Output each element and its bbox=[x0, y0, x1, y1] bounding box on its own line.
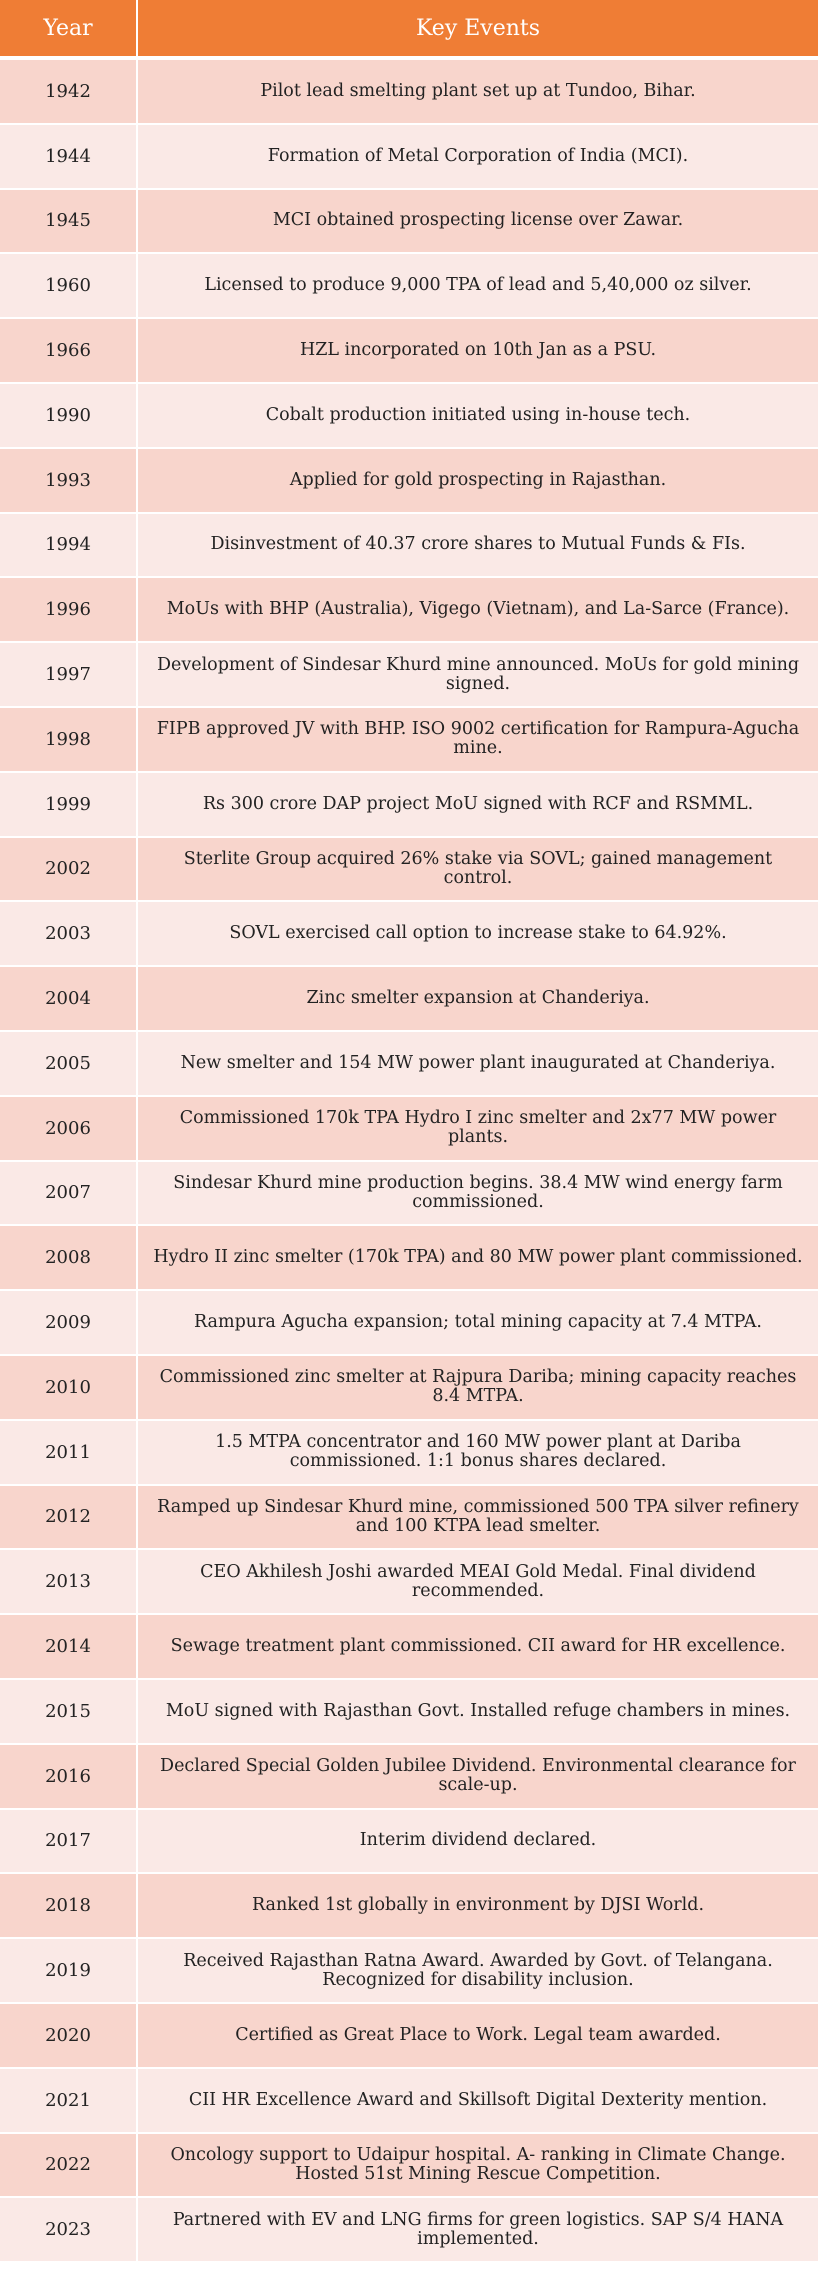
event-cell: Rampura Agucha expansion; total mining capacity at 7.4 MTPA. bbox=[193, 1312, 762, 1333]
table-row bbox=[0, 1356, 818, 1421]
event-cell: MoU signed with Rajasthan Govt. Installed refuge chambers in mines. bbox=[165, 1700, 791, 1721]
year-cell: 2013 bbox=[0, 1550, 138, 1613]
year-cell: 1942 bbox=[0, 60, 138, 123]
table-row bbox=[0, 643, 818, 708]
year-cell: 2022 bbox=[0, 2134, 138, 2197]
table-row bbox=[0, 2198, 818, 2263]
year-cell: 2005 bbox=[0, 1032, 138, 1095]
table-row bbox=[0, 1032, 818, 1097]
event-cell: CII HR Excellence Award and Skillsoft Digital Dexterity mention. bbox=[188, 2089, 768, 2110]
event-cell: Ramped up Sindesar Khurd mine, commissioned 500 TPA silver refinery and 100 KTPA lead smelter. bbox=[157, 1496, 799, 1536]
year-cell: 2007 bbox=[0, 1162, 138, 1225]
table-row bbox=[0, 1615, 818, 1680]
year-cell: 1996 bbox=[0, 578, 138, 641]
table-row bbox=[0, 578, 818, 643]
year-cell: 2018 bbox=[0, 1874, 138, 1937]
table-row bbox=[0, 449, 818, 514]
table-row bbox=[0, 1226, 818, 1291]
event-cell: Zinc smelter expansion at Chanderiya. bbox=[306, 988, 650, 1009]
table-row bbox=[0, 254, 818, 319]
year-cell: 2011 bbox=[0, 1421, 138, 1484]
year-cell: 2009 bbox=[0, 1291, 138, 1354]
event-cell: Formation of Metal Corporation of India (MCI). bbox=[267, 145, 689, 166]
event-cell: Disinvestment of 40.37 crore shares to Mutual Funds & FIs. bbox=[210, 534, 746, 555]
table-row bbox=[0, 902, 818, 967]
year-cell: 1945 bbox=[0, 190, 138, 253]
table-row bbox=[0, 2134, 818, 2199]
year-cell: 2015 bbox=[0, 1680, 138, 1743]
event-cell: Ranked 1st globally in environment by DJSI World. bbox=[251, 1895, 705, 1916]
table-row bbox=[0, 190, 818, 255]
events-column-header: Key Events bbox=[415, 15, 541, 41]
event-cell: MoUs with BHP (Australia), Vigego (Vietnam), and La-Sarce (France). bbox=[166, 599, 790, 620]
year-cell: 2017 bbox=[0, 1810, 138, 1873]
year-cell: 1999 bbox=[0, 773, 138, 836]
year-cell: 2019 bbox=[0, 1939, 138, 2002]
event-cell: New smelter and 154 MW power plant inaugurated at Chanderiya. bbox=[180, 1052, 776, 1073]
year-cell: 1944 bbox=[0, 125, 138, 188]
event-cell: Hydro II zinc smelter (170k TPA) and 80 MW power plant commissioned. bbox=[153, 1247, 803, 1268]
year-cell: 2003 bbox=[0, 902, 138, 965]
event-cell: Commissioned 170k TPA Hydro I zinc smelter and 2x77 MW power plants. bbox=[179, 1108, 777, 1148]
table-row bbox=[0, 1486, 818, 1551]
table-row bbox=[0, 2004, 818, 2069]
table-row bbox=[0, 1745, 818, 1810]
year-cell: 2008 bbox=[0, 1226, 138, 1289]
event-cell: Applied for gold prospecting in Rajasthan. bbox=[289, 469, 667, 490]
year-cell: 1966 bbox=[0, 319, 138, 382]
event-cell: Received Rajasthan Ratna Award. Awarded by Govt. of Telangana. Recognized for disability inclusion. bbox=[183, 1950, 773, 1990]
event-cell: Pilot lead smelting plant set up at Tundoo, Bihar. bbox=[260, 80, 696, 101]
event-cell: Development of Sindesar Khurd mine announced. MoUs for gold mining signed. bbox=[156, 654, 800, 694]
table-row bbox=[0, 2069, 818, 2134]
event-cell: Interim dividend declared. bbox=[359, 1830, 597, 1851]
table-row bbox=[0, 384, 818, 449]
event-cell: Sindesar Khurd mine production begins. 38.4 MW wind energy farm commissioned. bbox=[173, 1172, 783, 1212]
event-cell: Commissioned zinc smelter at Rajpura Dariba; mining capacity reaches 8.4 MTPA. bbox=[159, 1367, 797, 1407]
table-row bbox=[0, 1097, 818, 1162]
year-cell: 2012 bbox=[0, 1486, 138, 1549]
event-cell: Partnered with EV and LNG firms for green logistics. SAP S/4 HANA implemented. bbox=[172, 2209, 784, 2249]
table-row bbox=[0, 1874, 818, 1939]
table-row bbox=[0, 1162, 818, 1227]
table-row bbox=[0, 1291, 818, 1356]
table-row bbox=[0, 1810, 818, 1875]
year-cell: 2004 bbox=[0, 967, 138, 1030]
year-column-header: Year bbox=[0, 0, 138, 56]
year-cell: 1993 bbox=[0, 449, 138, 512]
table-row bbox=[0, 125, 818, 190]
event-cell: Sterlite Group acquired 26% stake via SOVL; gained management control. bbox=[183, 848, 773, 888]
event-cell: Sewage treatment plant commissioned. CII award for HR excellence. bbox=[170, 1636, 786, 1657]
year-cell: 2014 bbox=[0, 1615, 138, 1678]
event-cell: Rs 300 crore DAP project MoU signed with RCF and RSMML. bbox=[202, 793, 754, 814]
table-row bbox=[0, 319, 818, 384]
table-row bbox=[0, 60, 818, 125]
table-row bbox=[0, 514, 818, 579]
event-cell: FIPB approved JV with BHP. ISO 9002 certification for Rampura-Agucha mine. bbox=[156, 719, 800, 759]
year-cell: 1960 bbox=[0, 254, 138, 317]
event-cell: Certified as Great Place to Work. Legal team awarded. bbox=[235, 2024, 721, 2045]
table-row bbox=[0, 1680, 818, 1745]
table-body bbox=[0, 60, 818, 2263]
event-cell: Cobalt production initiated using in-house tech. bbox=[265, 404, 691, 425]
table-row bbox=[0, 1550, 818, 1615]
year-cell: 2010 bbox=[0, 1356, 138, 1419]
year-cell: 1998 bbox=[0, 708, 138, 771]
table-row bbox=[0, 708, 818, 773]
year-cell: 2020 bbox=[0, 2004, 138, 2067]
year-cell: 1997 bbox=[0, 643, 138, 706]
year-cell: 2006 bbox=[0, 1097, 138, 1160]
table-row bbox=[0, 773, 818, 838]
event-cell: CEO Akhilesh Joshi awarded MEAI Gold Medal. Final dividend recommended. bbox=[200, 1561, 756, 1601]
event-cell: Licensed to produce 9,000 TPA of lead and 5,40,000 oz silver. bbox=[204, 275, 752, 296]
table-row bbox=[0, 967, 818, 1032]
year-cell: 1994 bbox=[0, 514, 138, 577]
event-cell: HZL incorporated on 10th Jan as a PSU. bbox=[299, 340, 657, 361]
event-cell: 1.5 MTPA concentrator and 160 MW power plant at Dariba commissioned. 1:1 bonus shares declared. bbox=[215, 1432, 741, 1472]
year-cell: 2023 bbox=[0, 2198, 138, 2261]
table-row bbox=[0, 1939, 818, 2004]
table-row bbox=[0, 838, 818, 903]
event-cell: Oncology support to Udaipur hospital. A- ranking in Climate Change. Hosted 51st Mining Rescue Competition. bbox=[170, 2144, 786, 2184]
event-cell: Declared Special Golden Jubilee Dividend. Environmental clearance for scale-up. bbox=[160, 1756, 796, 1796]
table-header bbox=[0, 0, 818, 60]
year-cell: 2021 bbox=[0, 2069, 138, 2132]
year-cell: 2002 bbox=[0, 838, 138, 901]
table-row bbox=[0, 1421, 818, 1486]
event-cell: MCI obtained prospecting license over Zawar. bbox=[272, 210, 684, 231]
year-cell: 1990 bbox=[0, 384, 138, 447]
year-cell: 2016 bbox=[0, 1745, 138, 1808]
event-cell: SOVL exercised call option to increase stake to 64.92%. bbox=[229, 923, 727, 944]
